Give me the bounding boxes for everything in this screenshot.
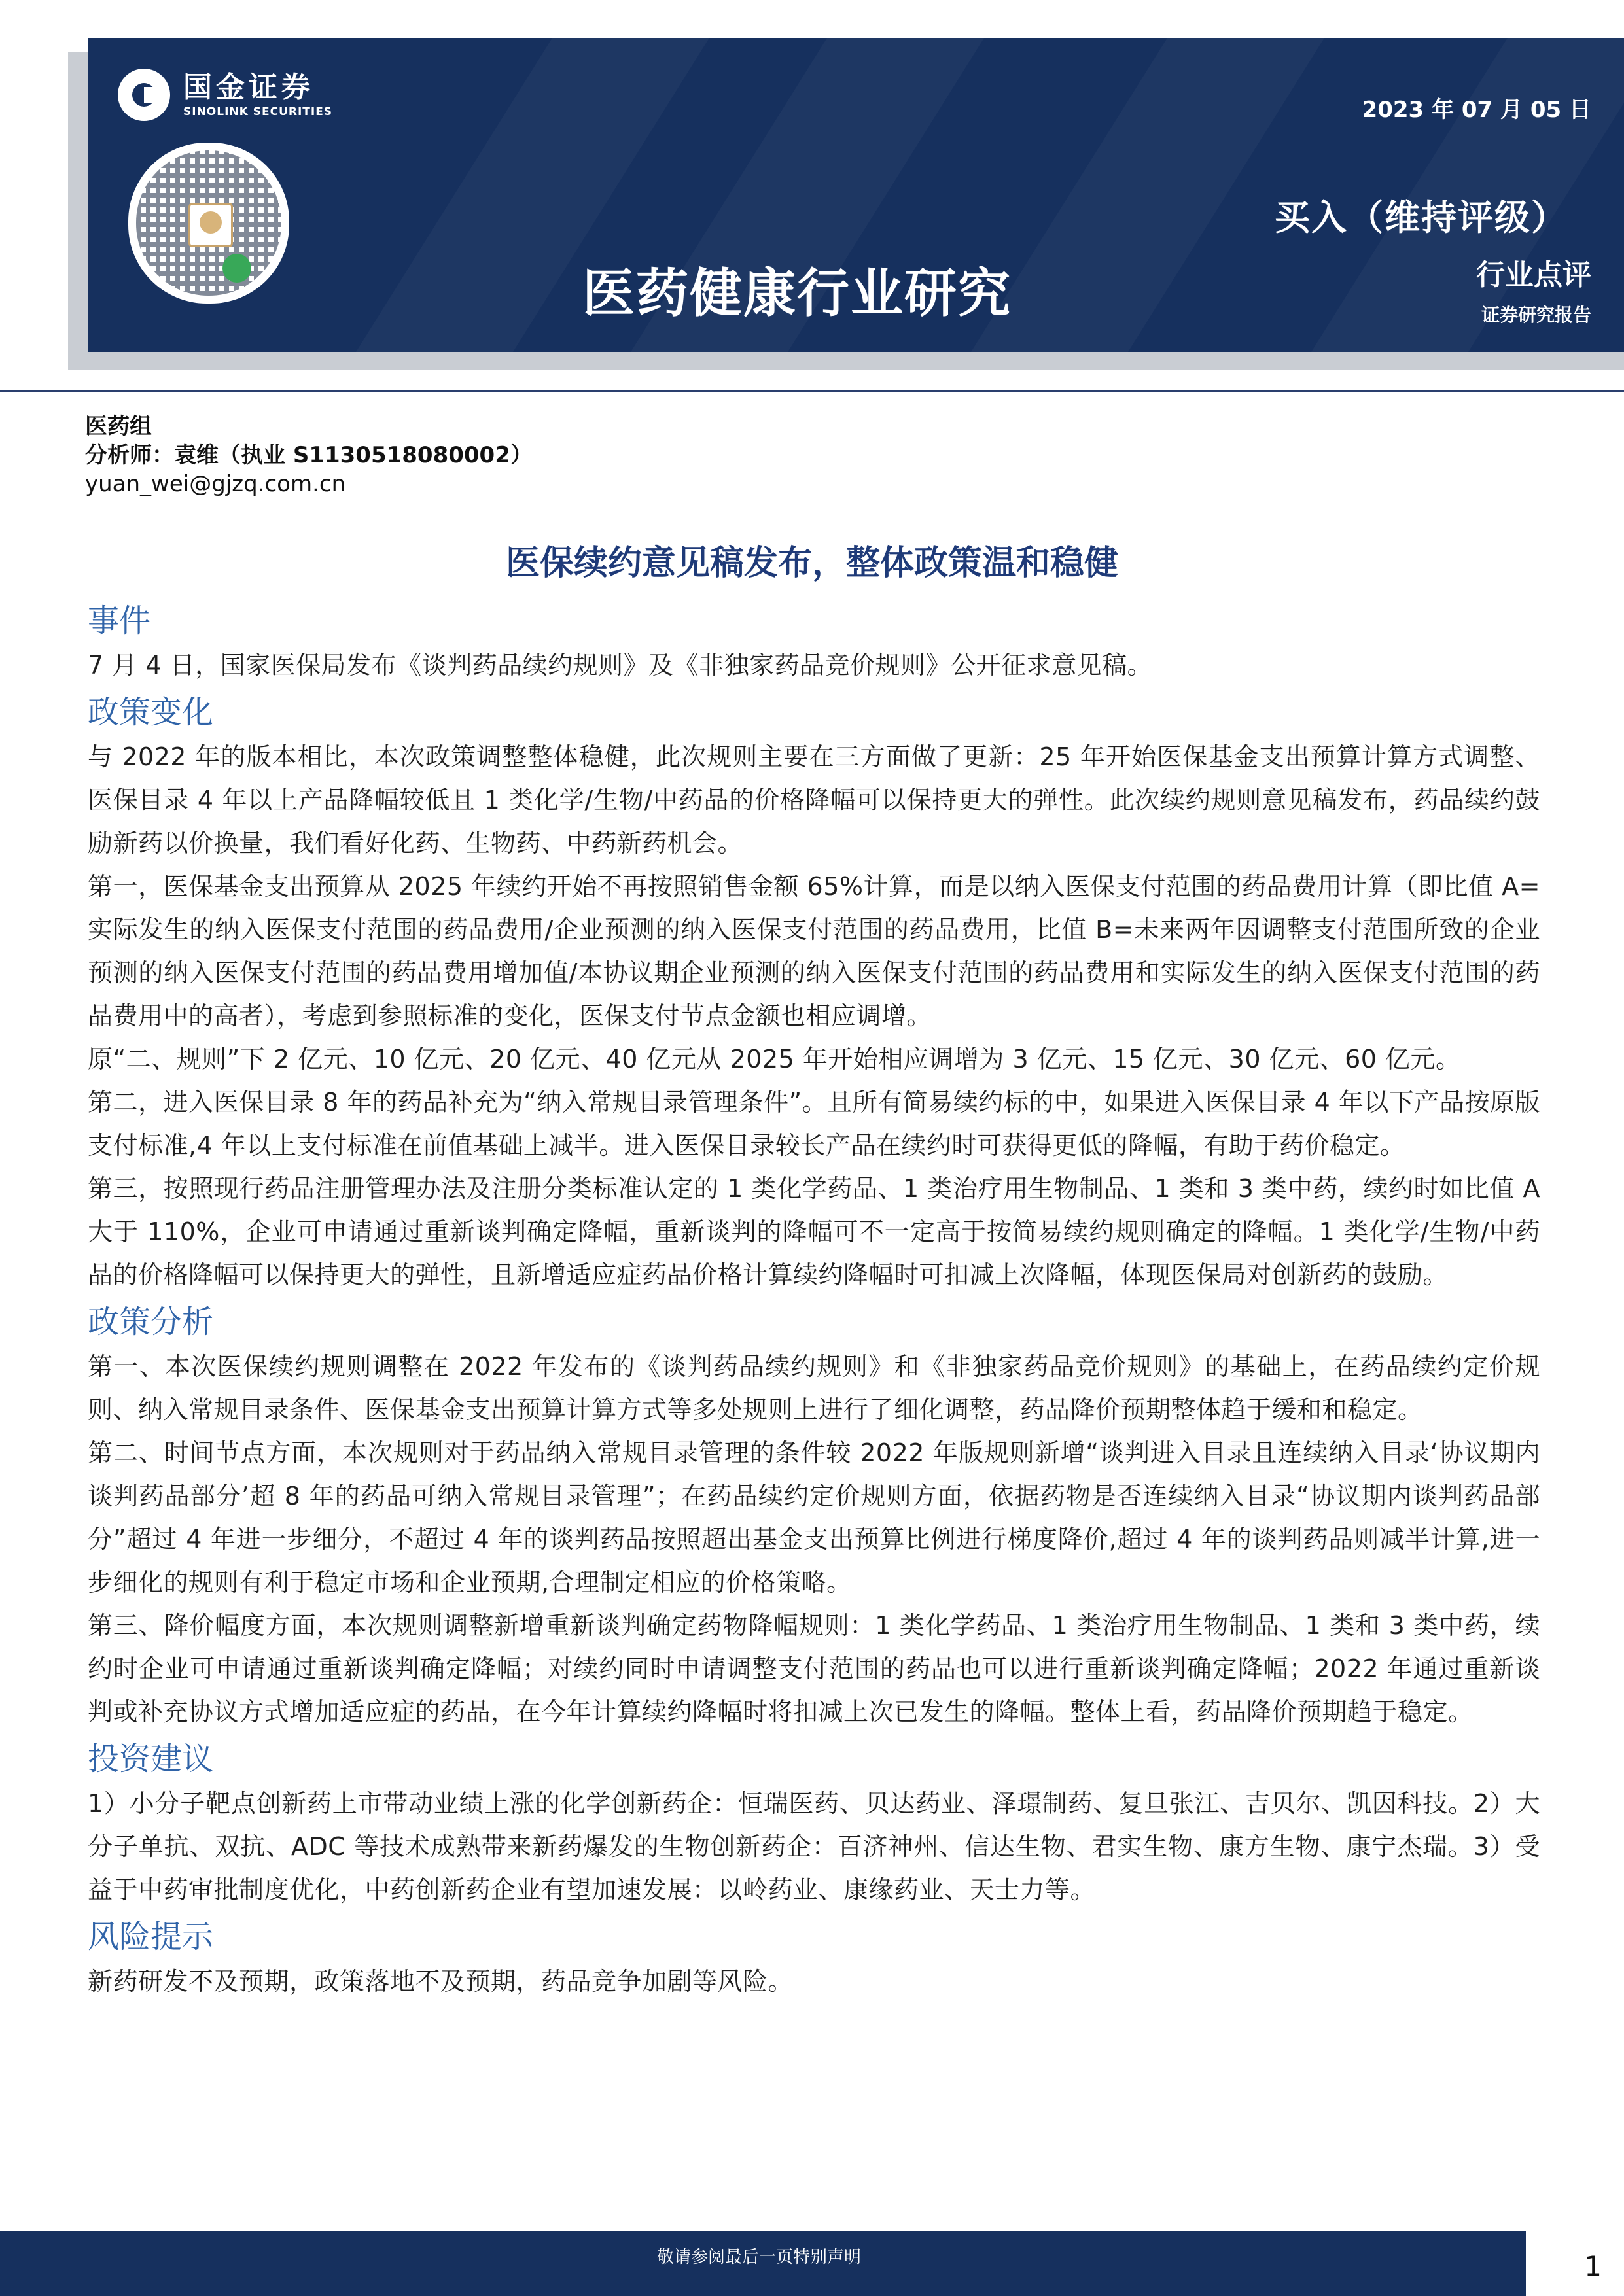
section-heading-risk: 风险提示 xyxy=(88,1919,214,1955)
rating-label: 买入（维持评级） xyxy=(1275,197,1568,238)
company-logo xyxy=(118,65,332,124)
sinolink-logo-icon xyxy=(118,69,170,121)
paragraph: 第一、本次医保续约规则调整在 2022 年发布的《谈判药品续约规则》和《非独家药品竞价规则》的基础上，在药品续约定价规则、纳入常规目录条件、医保基金支出预算计算方式等多处规则上进行了细化调整，药品降价预期整体趋于缓和和稳定。 xyxy=(88,1352,1540,1424)
group-name: 医药组 xyxy=(85,413,152,440)
report-subtype: 证券研究报告 xyxy=(1481,304,1591,326)
section-heading-change: 政策变化 xyxy=(88,694,214,731)
paragraph: 第二，进入医保目录 8 年的药品补充为“纳入常规目录管理条件”。且所有简易续约标的中，如果进入医保目录 4 年以下产品按原版支付标准,4 年以上支付标准在前值基础上减半。进入医保目录较长产品在续约时可获得更低的降幅，有助于药价稳定。 xyxy=(88,1088,1540,1160)
logo-cn-text: 国金证券 xyxy=(183,71,314,104)
report-type: 行业点评 xyxy=(1476,258,1591,292)
article-body xyxy=(88,595,1540,2003)
section-heading-event: 事件 xyxy=(88,602,151,639)
paragraph: 新药研发不及预期，政策落地不及预期，药品竞争加剧等风险。 xyxy=(88,1967,794,1996)
paragraph: 第二、时间节点方面，本次规则对于药品纳入常规目录管理的条件较 2022 年版规则新增“谈判进入目录且连续纳入目录‘协议期内谈判药品部分’超 8 年的药品可纳入常规目录管理”；在药品续约定价规则方面，依据药物是否连续纳入目录“协议期内谈判药品部分”超过 4 年进一步细分，不超过 4 年的谈判药品按照超出基金支出预算比例进行梯度降价,超过 4 年的谈判药品则减半计算,进一步细化的规则有利于稳定市场和企业预期,合理制定相应的价格策略。 xyxy=(88,1438,1540,1597)
header-divider xyxy=(0,390,1624,392)
qr-code-icon xyxy=(128,143,289,304)
page-number: 1 xyxy=(1584,2250,1602,2282)
report-date: 2023 年 07 月 05 日 xyxy=(1362,97,1591,123)
paragraph: 第三、降价幅度方面，本次规则调整新增重新谈判确定药物降幅规则：1 类化学药品、1 类治疗用生物制品、1 类和 3 类中药，续约时企业可申请通过重新谈判确定降幅；对续约同时申请调整支付范围的药品也可以进行重新谈判确定降幅；2022 年通过重新谈判或补充协议方式增加适应症的药品，在今年计算续约降幅时将扣减上次已发生的降幅。整体上看，药品降价预期趋于稳定。 xyxy=(88,1611,1540,1726)
analyst-info xyxy=(85,412,533,498)
paragraph: 第一，医保基金支出预算从 2025 年续约开始不再按照销售金额 65%计算，而是以纳入医保支付范围的药品费用计算（即比值 A=实际发生的纳入医保支付范围的药品费用/企业预测的纳入医保支付范围的药品费用，比值 B=未来两年因调整支付范围所致的企业预测的纳入医保支付范围的药品费用增加值/本协议期企业预测的纳入医保支付范围的药品费用和实际发生的纳入医保支付范围的药品费用中的高者），考虑到参照标准的变化，医保支付节点金额也相应调增。 xyxy=(88,872,1540,1030)
paragraph: 1）小分子靶点创新药上市带动业绩上涨的化学创新药企：恒瑞医药、贝达药业、泽璟制药、复旦张江、吉贝尔、凯因科技。2）大分子单抗、双抗、ADC 等技术成熟带来新药爆发的生物创新药企：百济神州、信达生物、君实生物、康方生物、康宁杰瑞。3）受益于中药审批制度优化，中药创新药企业有望加速发展：以岭药业、康缘药业、天士力等。 xyxy=(88,1789,1540,1904)
section-heading-advice: 投资建议 xyxy=(88,1741,214,1777)
disclaimer-link[interactable]: 敬请参阅最后一页特别声明 xyxy=(656,2248,861,2267)
analyst-email: yuan_wei@gjzq.com.cn xyxy=(85,471,346,497)
paragraph: 第三，按照现行药品注册管理办法及注册分类标准认定的 1 类化学药品、1 类治疗用生物制品、1 类和 3 类中药，续约时如比值 A 大于 110%，企业可申请通过重新谈判确定降幅，重新谈判的降幅可不一定高于按简易续约规则确定的降幅。1 类化学/生物/中药品的价格降幅可以保持更大的弹性，且新增适应症药品价格计算续约降幅时可扣减上次降幅，体现医保局对创新药的鼓励。 xyxy=(88,1174,1540,1289)
section-heading-analysis: 政策分析 xyxy=(88,1304,214,1340)
logo-en-text: SINOLINK SECURITIES xyxy=(183,105,333,118)
paragraph: 原“二、规则”下 2 亿元、10 亿元、20 亿元、40 亿元从 2025 年开始相应调增为 3 亿元、15 亿元、30 亿元、60 亿元。 xyxy=(88,1045,1461,1073)
article-title: 医保续约意见稿发布，整体政策温和稳健 xyxy=(505,544,1118,583)
header-title: 医药健康行业研究 xyxy=(582,263,1012,324)
page-number-box xyxy=(1523,2231,1624,2296)
paragraph: 与 2022 年的版本相比，本次政策调整整体稳健，此次规则主要在三方面做了更新：25 年开始医保基金支出预算计算方式调整、医保目录 4 年以上产品降幅较低且 1 类化学/生物/中药品的价格降幅可以保持更大的弹性。此次续约规则意见稿发布，药品续约鼓励新药以价换量，我们看好化药、生物药、中药新药机会。 xyxy=(88,742,1540,858)
paragraph: 7 月 4 日，国家医保局发布《谈判药品续约规则》及《非独家药品竞价规则》公开征求意见稿。 xyxy=(88,651,1153,680)
analyst-name: 分析师：袁维（执业 S1130518080002） xyxy=(85,442,533,468)
